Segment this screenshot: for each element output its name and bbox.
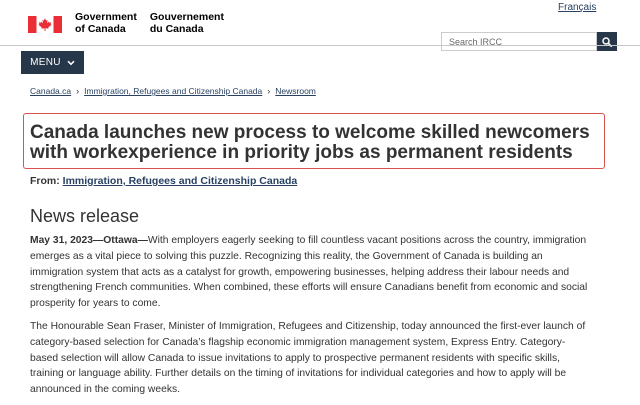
from-label: From: <box>30 175 63 187</box>
section-heading: News release <box>30 206 140 226</box>
government-of-canada-logo[interactable] <box>28 12 237 35</box>
breadcrumb-link-ircc[interactable]: Immigration, Refugees and Citizenship Canada <box>84 86 263 96</box>
canada-flag-icon <box>28 16 62 33</box>
wordmark-english <box>75 12 137 35</box>
breadcrumb-link-canada[interactable]: Canada.ca <box>30 86 72 96</box>
search-button[interactable] <box>597 32 617 51</box>
article-body <box>30 233 590 405</box>
header-divider <box>0 45 640 46</box>
dateline: May 31, 2023—Ottawa— <box>30 235 148 246</box>
paragraph-2: The Honourable Sean Fraser, Minister of Immigration, Refugees and Citizenship, today announced the first-ever launch of category-based selection for Canada’s flagship economic immigration management system, Express Entry. Category-based selection will allow Canada to issue invitations to apply to prospective permanent residents with specific skills, training or language ability. Further details on the timing of invitations for individual categories and how to apply will be announced in the coming weeks. <box>30 320 586 396</box>
wordmark <box>75 12 237 35</box>
page-title-highlight <box>23 113 605 169</box>
breadcrumb <box>30 86 316 96</box>
menu-button[interactable] <box>21 51 84 74</box>
paragraph-1-text: With employers eagerly seeking to fill countless vacant positions across the country, immigration emerges as a vital piece to solving this puzzle. Recognizing this reality, the Government of Canada is building an immigration system that acts as a catalyst for growth, empowering businesses, helping address their labour needs and strengthening French communities. When combined, these efforts will ensure Canadians benefit from economic and social prosperity for years to come. <box>30 235 588 310</box>
page-title: Canada launches new process to welcome skilled newcomers with workexperience in priority jobs as permanent residents <box>30 122 590 163</box>
site-header <box>28 12 598 42</box>
search-input[interactable] <box>441 32 597 51</box>
wordmark-fr-line-1: Gouvernement <box>149 11 224 23</box>
language-toggle-link[interactable]: Français <box>558 2 597 13</box>
breadcrumb-separator: › <box>76 86 80 96</box>
chevron-down-icon <box>67 60 75 66</box>
breadcrumb-link-newsroom[interactable]: Newsroom <box>275 86 316 96</box>
breadcrumb-separator: › <box>267 86 271 96</box>
menu-label: MENU <box>30 57 61 68</box>
wordmark-fr-line-2: du Canada <box>149 22 204 35</box>
paragraph-1 <box>30 233 590 312</box>
wordmark-french <box>150 12 224 35</box>
wordmark-en-line-1: Government <box>75 11 137 23</box>
from-line <box>30 175 297 187</box>
department-link[interactable]: Immigration, Refugees and Citizenship Canada <box>62 175 298 187</box>
wordmark-en-line-2: of Canada <box>75 22 126 35</box>
search-form <box>441 32 617 51</box>
